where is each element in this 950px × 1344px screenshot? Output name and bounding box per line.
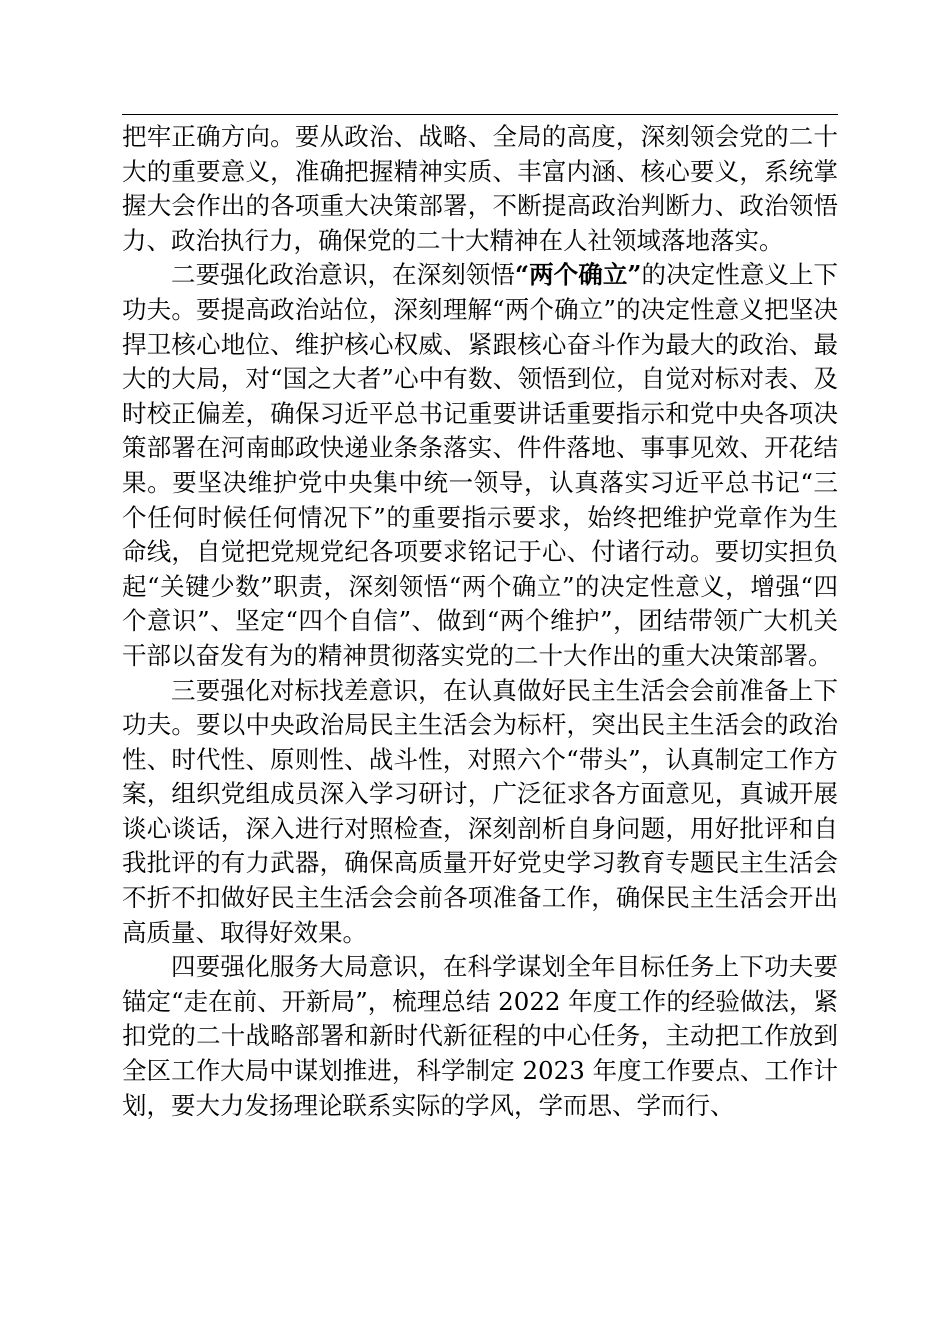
paragraph-3: 三要强化对标找差意识，在认真做好民主生活会会前准备上下功夫。要以中央政治局民主生活会为标杆，突出民主生活会的政治性、时代性、原则性、战斗性，对照六个“带头”，认真制定工作方案，组织党组成员深入学习研讨，广泛征求各方面意见，真诚开展谈心谈话，深入进行对照检查，深刻剖析自身问题，用好批评和自我批评的有力武器，确保高质量开好党史学习教育专题民主生活会不折不扣做好民主生活会会前各项准备工作，确保民主生活会开出高质量、取得好效果。 bbox=[122, 675, 838, 947]
paragraph-2 bbox=[122, 258, 838, 673]
header-rule bbox=[122, 114, 838, 115]
paragraph-2-text: 的决定性意义上下功夫。要提高政治站位，深刻理解“两个确立”的决定性意义把坚决捍卫核心地位、维护核心权威、紧跟核心奋斗作为最大的政治、最大的大局，对“国之大者”心中有数、领悟到位，自觉对标对表、及时校正偏差，确保习近平总书记重要讲话重要指示和党中央各项决策部署在河南邮政快递业条条落实、件件落地、事事见效、开花结果。要坚决维护党中央集中统一领导，认真落实习近平总书记“三个任何时候任何情况下”的重要指示要求，始终把维护党章作为生命线，自觉把党规党纪各项要求铭记于心、付诸行动。要切实担负起“关键少数”职责，深刻领悟“两个确立”的决定性意义，增强“四个意识”、坚定“四个自信”、做到“两个维护”，团结带领广大机关干部以奋发有为的精神贯彻落实党的二十大作出的重大决策部署。 bbox=[122, 260, 839, 670]
paragraph-2-lead-bold: “两个确立” bbox=[514, 260, 642, 290]
paragraph-1-continuation: 把牢正确方向。要从政治、战略、全局的高度，深刻领会党的二十大的重要意义，准确把握精神实质、丰富内涵、核心要义，系统掌握大会作出的各项重大决策部署，不断提高政治判断力、政治领悟力、政治执行力，确保党的二十大精神在人社领域落地落实。 bbox=[122, 122, 838, 255]
paragraph-2-lead: 二要强化政治意识，在深刻领悟 bbox=[171, 260, 515, 290]
document-body bbox=[122, 120, 838, 1123]
paragraph-4: 四要强化服务大局意识，在科学谋划全年目标任务上下功夫要锚定“走在前、开新局”，梳理总结 2022 年度工作的经验做法，紧扣党的二十战略部署和新时代新征程的中心任务，主动把工作放到全区工作大局中谋划推进，科学制定 2023 年度工作要点、工作计划，要大力发扬理论联系实际的学风，学而思、学而行、 bbox=[122, 952, 838, 1120]
